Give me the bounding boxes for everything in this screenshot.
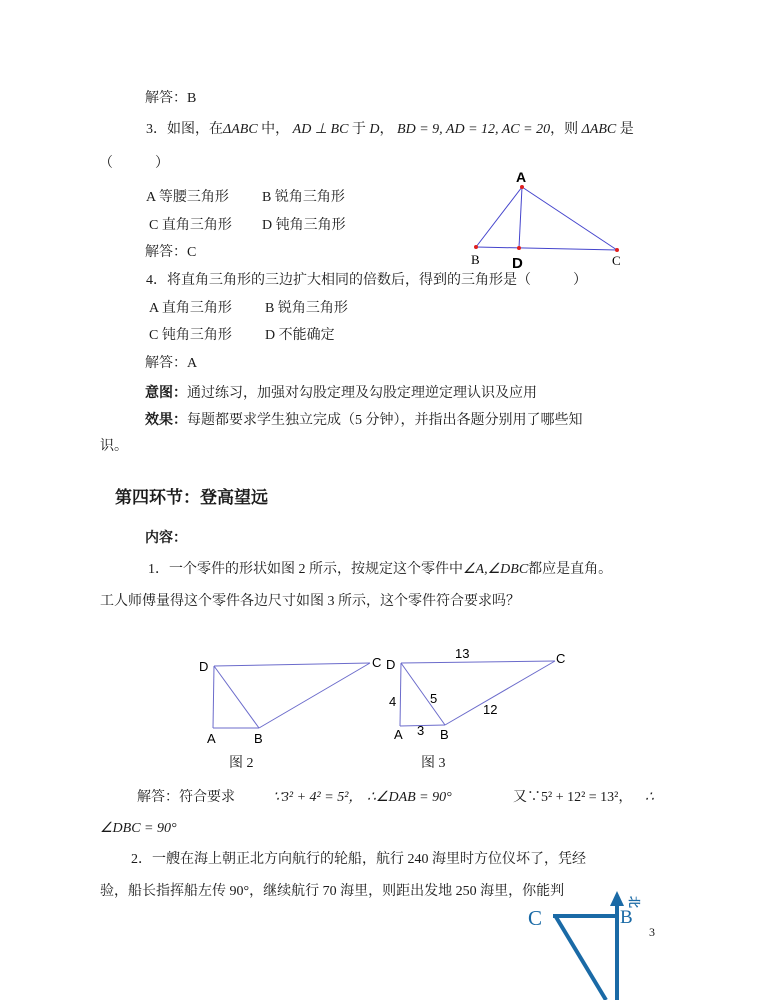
q3-text-3: 于 [348, 122, 370, 137]
fig2-label-d: D [199, 659, 209, 674]
intent-line [145, 383, 537, 403]
vertex-label-d: D [512, 255, 523, 272]
fig2-label-b: B [254, 731, 263, 746]
q3-math-perp: AD ⊥ BC [292, 122, 349, 137]
section-4-heading: 第四环节：登高望远 [115, 488, 268, 507]
s4-q2-line2: 验，船长指挥船左传 90°，继续航行 70 海里，则距出发地 250 海里，你能判 [100, 884, 565, 899]
figure-navigation [510, 890, 670, 1000]
s4-q1-text-1: 1．一个零件的形状如图 2 所示，按规定这个零件中 [148, 562, 463, 577]
q3-answer: 解答：C [145, 245, 197, 260]
question-3-stem [146, 121, 634, 139]
north-label: 北 [627, 896, 641, 909]
solution-line2: ∠DBC = 90° [100, 821, 177, 836]
q3-option-d: D 钝角三角形 [262, 218, 346, 233]
triangle-vertex-dots [474, 185, 619, 252]
question-4-stem: 4．将直角三角形的三边扩大相同的倍数后，得到的三角形是（ ） [146, 273, 587, 288]
q4-option-b: B 锐角三角形 [265, 301, 348, 316]
intent-label: 意图： [145, 384, 187, 400]
triangle-edges [476, 187, 617, 250]
content-label: 内容： [145, 529, 187, 545]
s4-q1-math: ∠A,∠DBC [463, 562, 529, 577]
fig3-measure-db: 5 [430, 691, 438, 706]
solution-formula-2: ∴∠DAB = 90° [367, 790, 452, 805]
figure-triangle-abc [455, 168, 635, 272]
fig3-measure-dc: 13 [455, 646, 470, 661]
fig3-label-d: D [386, 657, 396, 672]
effect-text: 每题都要求学生独立完成（5 分钟），并指出各题分别用了哪些知 [187, 413, 583, 428]
s4-q1-line2: 工人师傅量得这个零件各边尺寸如图 3 所示，这个零件符合要求吗？ [100, 594, 520, 609]
nav-ca-line [556, 917, 606, 1000]
nav-label-b: B [620, 907, 633, 928]
q4-option-d: D 不能确定 [265, 328, 335, 343]
fig2-edges [213, 663, 370, 728]
q3-text-1: 3．如图，在 [146, 122, 223, 137]
nav-marks [528, 891, 641, 930]
q3-math-abc1: ΔABC [223, 122, 258, 137]
fig3-label-b: B [440, 727, 449, 742]
fig3-measure-bc: 12 [483, 702, 498, 717]
intent-text: 通过练习，加强对勾股定理及勾股定理逆定理认识及应用 [187, 386, 537, 401]
fig3-measure-da: 4 [389, 694, 397, 709]
vertex-label-b: B [471, 252, 480, 267]
s4-q1-line1 [148, 561, 612, 579]
vertex-label-c: C [612, 253, 621, 268]
figure-2-caption: 图 2 [229, 756, 254, 771]
effect-line [145, 410, 583, 430]
fig3-label-c: C [556, 651, 566, 666]
fig3-measure-ab: 3 [417, 723, 425, 738]
effect-label: 效果： [145, 411, 187, 427]
q3-option-b: B 锐角三角形 [262, 190, 345, 205]
figure-3-caption: 图 3 [421, 756, 446, 771]
solution-formula-3: 又∵5² + 12² = 13²， [513, 790, 633, 805]
fig3-labels [386, 646, 565, 742]
q3-answer-paren: （ ） [99, 156, 169, 171]
q3-text-4: ， [379, 122, 398, 137]
q4-answer: 解答：A [145, 356, 198, 371]
nav-lines [553, 898, 617, 1000]
q3-math-values: BD = 9, AD = 12, AC = 20 [397, 122, 551, 137]
q3-option-c: C 直角三角形 [149, 218, 232, 233]
fig2-label-c: C [372, 655, 382, 670]
solution-formula-1: ∵3² + 4² = 5²， [273, 790, 363, 805]
s4-q1-solution [137, 789, 737, 811]
vertex-label-a: A [516, 169, 527, 185]
q4-option-c: C 钝角三角形 [149, 328, 232, 343]
s4-q1-text-2: 都应是直角。 [528, 562, 613, 577]
figure-2 [195, 648, 390, 748]
q3-text-6: 是 [616, 122, 634, 137]
q3-option-a: A 等腰三角形 [146, 190, 229, 205]
solution-label: 解答：符合要求 [137, 790, 235, 805]
q3-text-5: ，则 [550, 122, 582, 137]
s4-q2-line1: 2．一艘在海上朝正北方向航行的轮船，航行 240 海里时方位仪坏了，凭经 [131, 852, 586, 867]
q4-option-a: A 直角三角形 [149, 301, 232, 316]
q3-math-d: D [369, 122, 380, 137]
page-number: 3 [649, 925, 655, 939]
answer-2: 解答：B [145, 91, 197, 106]
q3-text-2: 中， [257, 122, 293, 137]
fig3-label-a: A [394, 727, 403, 742]
fig2-labels [199, 655, 381, 746]
fig2-label-a: A [207, 731, 216, 746]
fig3-edges [400, 661, 555, 726]
nav-label-c: C [528, 906, 543, 930]
effect-continuation: 识。 [100, 439, 128, 454]
q3-math-abc2: ΔABC [581, 122, 617, 137]
solution-formula-4: ∴ [645, 790, 654, 805]
figure-3 [385, 643, 580, 748]
north-arrow-icon [610, 891, 624, 906]
